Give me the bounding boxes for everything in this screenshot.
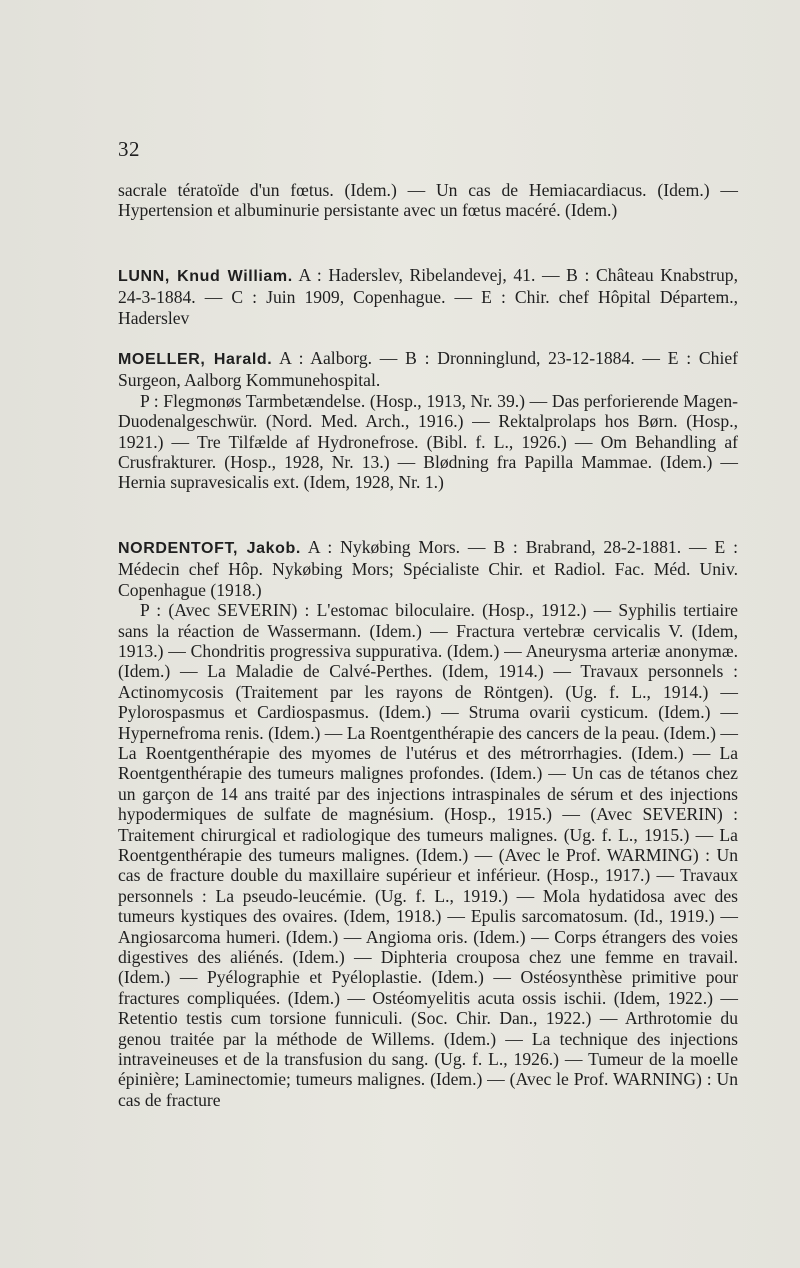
page-body [118, 180, 738, 1110]
biography-entry-nordentoft [118, 537, 738, 1110]
entry-name: MOELLER, Harald. [118, 351, 273, 369]
entry-info [118, 348, 738, 391]
page-number: 32 [118, 137, 140, 161]
entry-name: LUNN, Knud William. [118, 267, 293, 285]
entry-details: A : Nykøbing Mors. — B : Brabrand, 28-2-1881. — E : Médecin chef Hôp. Nykøbing Mors; Spécialiste Chir. et Radiol. Fac. Méd. Univ. Copenhague (1918.) [118, 536, 738, 600]
entry-publications: P : (Avec SEVERIN) : L'estomac biloculaire. (Hosp., 1912.) — Syphilis tertiaire sans la réaction de Wassermann. (Idem.) — Fractura vertebræ cervicalis V. (Idem, 1913.) — Chondritis progressiva suppurativa. (Idem.) — Aneurysma arteriæ anonymæ. (Idem.) — La Maladie de Calvé-Perthes. (Idem, 1914.) — Travaux personnels : Actinomycosis (Traitement par les rayons de Röntgen). (Ug. f. L., 1914.) — Pylorospasmus et Cardiospasmus. (Idem.) — Struma ovarii cysticum. (Idem.) — Hypernefroma renis. (Idem.) — La Roentgenthérapie des cancers de la peau. (Idem.) — La Roentgenthérapie des myomes de l'utérus et des métrorrhagies. (Idem.) — La Roentgenthérapie des tumeurs malignes profondes. (Idem.) — Un cas de tétanos chez un garçon de 14 ans traité par des injections intraspinales de sérum et des injections hypodermiques de sulfate de magnésium. (Hosp., 1915.) — (Avec SEVERIN) : Traitement chirurgical et radiologique des tumeurs malignes. (Ug. f. L., 1915.) — La Roentgenthérapie des tumeurs malignes. (Idem.) — (Avec le Prof. WARMING) : Un cas de fracture double du maxillaire supérieur et inférieur. (Hosp., 1917.) — Travaux personnels : La pseudo-leucémie. (Ug. f. L., 1919.) — Mola hydatidosa avec des tumeurs kystiques des ovaires. (Idem, 1918.) — Epulis sarcomatosum. (Id., 1919.) — Angiosarcoma humeri. (Idem.) — Angioma oris. (Idem.) — Corps étrangers des voies digestives des aliénés. (Idem.) — Diphteria crouposa chez une femme en travail. (Idem.) — Pyélographie et Pyéloplastie. (Idem.) — Ostéosynthèse primitive pour fractures compliquées. (Idem.) — Ostéomyelitis acuta ossis ischii. (Idem, 1922.) — Retentio testis cum torsione funniculi. (Soc. Chir. Dan., 1922.) — Arthrotomie du genou traitée par la méthode de Willems. (Idem.) — La technique des injections intraveineuses et de la transfusion du sang. (Ug. f. L., 1926.) — Tumeur de la moelle épinière; Laminectomie; tumeurs malignes. (Idem.) — (Avec le Prof. WARNING) : Un cas de fracture [118, 600, 738, 1110]
biography-entry-moeller [118, 348, 738, 493]
biography-entry-lunn [118, 265, 738, 328]
entry-name: NORDENTOFT, Jakob. [118, 539, 301, 557]
entry-info [118, 537, 738, 600]
entry-info [118, 265, 738, 328]
entry-details: A : Haderslev, Ribelandevej, 41. — B : Château Knabstrup, 24-3-1884. — C : Juin 1909, Copenhague. — E : Chir. chef Hôpital Départem., Haderslev [118, 264, 738, 328]
entry-details: A : Aalborg. — B : Dronninglund, 23-12-1884. — E : Chief Surgeon, Aalborg Kommunehospital. [118, 348, 739, 391]
continued-paragraph: sacrale tératoïde d'un fœtus. (Idem.) — Un cas de Hemiacardiacus. (Idem.) — Hypertension et albuminurie persistante avec un fœtus macéré. (Idem.) [118, 180, 738, 221]
entry-publications: P : Flegmonøs Tarmbetændelse. (Hosp., 1913, Nr. 39.) — Das perforierende Magen-Duodenalgeschwür. (Nord. Med. Arch., 1916.) — Rektalprolaps hos Børn. (Hosp., 1921.) — Tre Tilfælde af Hydronefrose. (Bibl. f. L., 1926.) — Om Behandling af Crusfrakturer. (Hosp., 1928, Nr. 13.) — Blødning fra Papilla Mammae. (Idem.) — Hernia supravesicalis ext. (Idem, 1928, Nr. 1.) [118, 390, 738, 493]
